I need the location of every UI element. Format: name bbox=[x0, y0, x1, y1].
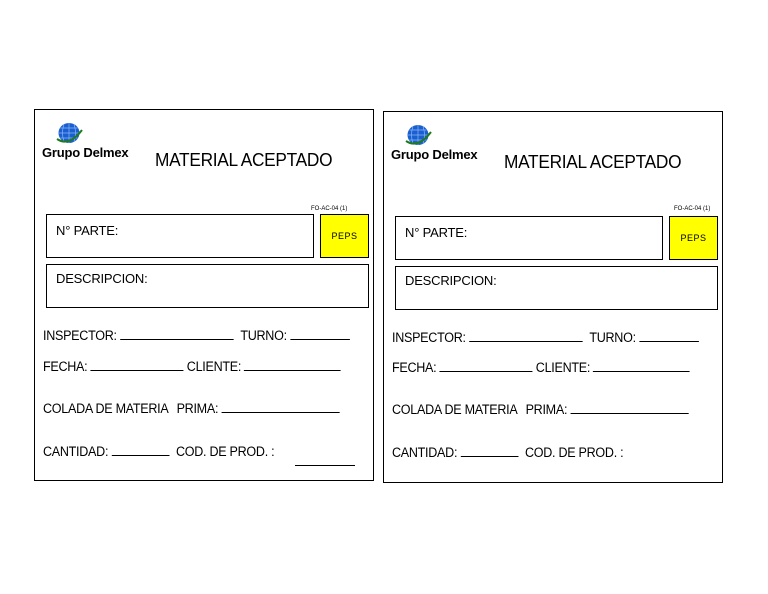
cantidad-blank[interactable] bbox=[460, 445, 518, 457]
cod-label: COD. DE PROD. : bbox=[175, 444, 275, 459]
part-number-label: N° PARTE: bbox=[56, 223, 119, 238]
description-box bbox=[395, 266, 718, 310]
globe-icon bbox=[403, 123, 433, 149]
label-card-right bbox=[383, 111, 723, 483]
colada-row bbox=[392, 402, 688, 417]
cod-blank[interactable] bbox=[295, 465, 355, 466]
description-label: DESCRIPCION: bbox=[56, 271, 148, 286]
description-label: DESCRIPCION: bbox=[405, 273, 497, 288]
fecha-blank[interactable] bbox=[440, 360, 533, 372]
turno-label: TURNO: bbox=[240, 328, 287, 343]
fecha-label: FECHA: bbox=[43, 359, 88, 374]
company-logo bbox=[41, 120, 141, 160]
fecha-blank[interactable] bbox=[91, 359, 184, 371]
colada-label: COLADA DE MATERIA bbox=[392, 402, 517, 417]
colada-label: COLADA DE MATERIA bbox=[43, 401, 168, 416]
prima-blank[interactable] bbox=[570, 402, 688, 414]
description-box bbox=[46, 264, 369, 308]
inspector-row bbox=[392, 330, 699, 345]
cantidad-blank[interactable] bbox=[111, 444, 169, 456]
part-number-box bbox=[46, 214, 314, 258]
cod-label: COD. DE PROD. : bbox=[524, 445, 624, 460]
globe-icon bbox=[54, 121, 84, 147]
inspector-label: INSPECTOR: bbox=[43, 328, 117, 343]
form-title: MATERIAL ACEPTADO bbox=[155, 150, 333, 170]
inspector-blank[interactable] bbox=[120, 328, 233, 340]
part-number-label: N° PARTE: bbox=[405, 225, 468, 240]
cliente-blank[interactable] bbox=[244, 359, 341, 371]
colada-row bbox=[43, 401, 339, 416]
fecha-label: FECHA: bbox=[392, 360, 437, 375]
part-number-box bbox=[395, 216, 663, 260]
prima-blank[interactable] bbox=[221, 401, 339, 413]
form-code: FO-AC-04 (1) bbox=[674, 206, 711, 212]
turno-blank[interactable] bbox=[639, 330, 699, 342]
cantidad-label: CANTIDAD: bbox=[392, 445, 458, 460]
label-card-left bbox=[34, 109, 374, 481]
cliente-blank[interactable] bbox=[593, 360, 690, 372]
form-code: FO-AC-04 (1) bbox=[311, 206, 348, 212]
company-name: Grupo Delmex bbox=[391, 147, 478, 162]
peps-box: PEPS bbox=[669, 216, 718, 260]
form-title: MATERIAL ACEPTADO bbox=[504, 152, 682, 172]
cantidad-label: CANTIDAD: bbox=[43, 444, 109, 459]
cliente-label: CLIENTE: bbox=[186, 359, 242, 374]
prima-label: PRIMA: bbox=[176, 401, 219, 416]
peps-box: PEPS bbox=[320, 214, 369, 258]
inspector-blank[interactable] bbox=[469, 330, 582, 342]
cliente-label: CLIENTE: bbox=[535, 360, 591, 375]
cantidad-row bbox=[43, 444, 274, 459]
cantidad-row bbox=[392, 445, 623, 460]
prima-label: PRIMA: bbox=[525, 402, 568, 417]
turno-blank[interactable] bbox=[290, 328, 350, 340]
fecha-row bbox=[392, 360, 690, 375]
inspector-row bbox=[43, 328, 350, 343]
company-name: Grupo Delmex bbox=[42, 145, 129, 160]
fecha-row bbox=[43, 359, 341, 374]
inspector-label: INSPECTOR: bbox=[392, 330, 466, 345]
company-logo bbox=[390, 122, 490, 162]
turno-label: TURNO: bbox=[589, 330, 636, 345]
